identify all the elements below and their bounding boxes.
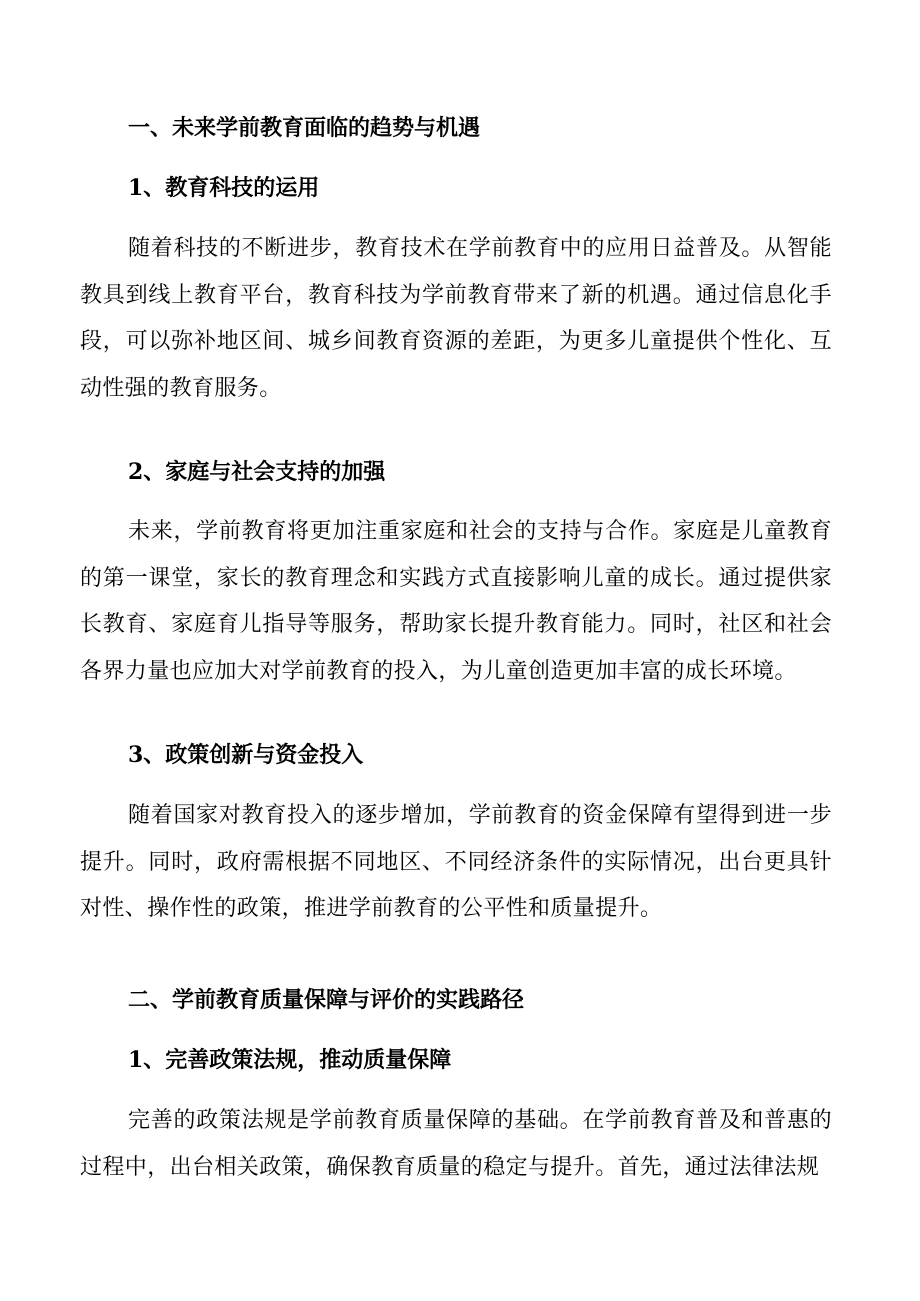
section-1-item-1-title: 1、教育科技的运用 bbox=[128, 175, 320, 201]
section-1-item-3-paragraph: 随着国家对教育投入的逐步增加，学前教育的资金保障有望得到进一步提升。同时，政府需根据不同地区、不同经济条件的实际情况，出台更具针对性、操作性的政策，推进学前教育的公平性和质量提升。 bbox=[80, 803, 832, 921]
section-1-title: 一、未来学前教育面临的趋势与机遇 bbox=[128, 115, 481, 141]
section-1-item-2-title: 2、家庭与社会支持的加强 bbox=[128, 459, 386, 485]
section-1-item-2-paragraph: 未来，学前教育将更加注重家庭和社会的支持与合作。家庭是儿童教育的第一课堂，家长的教育理念和实践方式直接影响儿童的成长。通过提供家长教育、家庭育儿指导等服务，帮助家长提升教育能力。同时，社区和社会各界力量也应加大对学前教育的投入，为儿童创造更加丰富的成长环境。 bbox=[80, 519, 832, 684]
section-2-item-1-paragraph: 完善的政策法规是学前教育质量保障的基础。在学前教育普及和普惠的过程中，出台相关政策，确保教育质量的稳定与提升。首先，通过法律法规 bbox=[80, 1108, 832, 1180]
section-1-item-1-paragraph: 随着科技的不断进步，教育技术在学前教育中的应用日益普及。从智能教具到线上教育平台，教育科技为学前教育带来了新的机遇。通过信息化手段，可以弥补地区间、城乡间教育资源的差距，为更多儿童提供个性化、互动性强的教育服务。 bbox=[80, 236, 832, 401]
section-2-title: 二、学前教育质量保障与评价的实践路径 bbox=[128, 987, 525, 1013]
section-2-item-1-title: 1、完善政策法规，推动质量保障 bbox=[128, 1047, 452, 1073]
section-1-item-3-title: 3、政策创新与资金投入 bbox=[128, 742, 364, 768]
